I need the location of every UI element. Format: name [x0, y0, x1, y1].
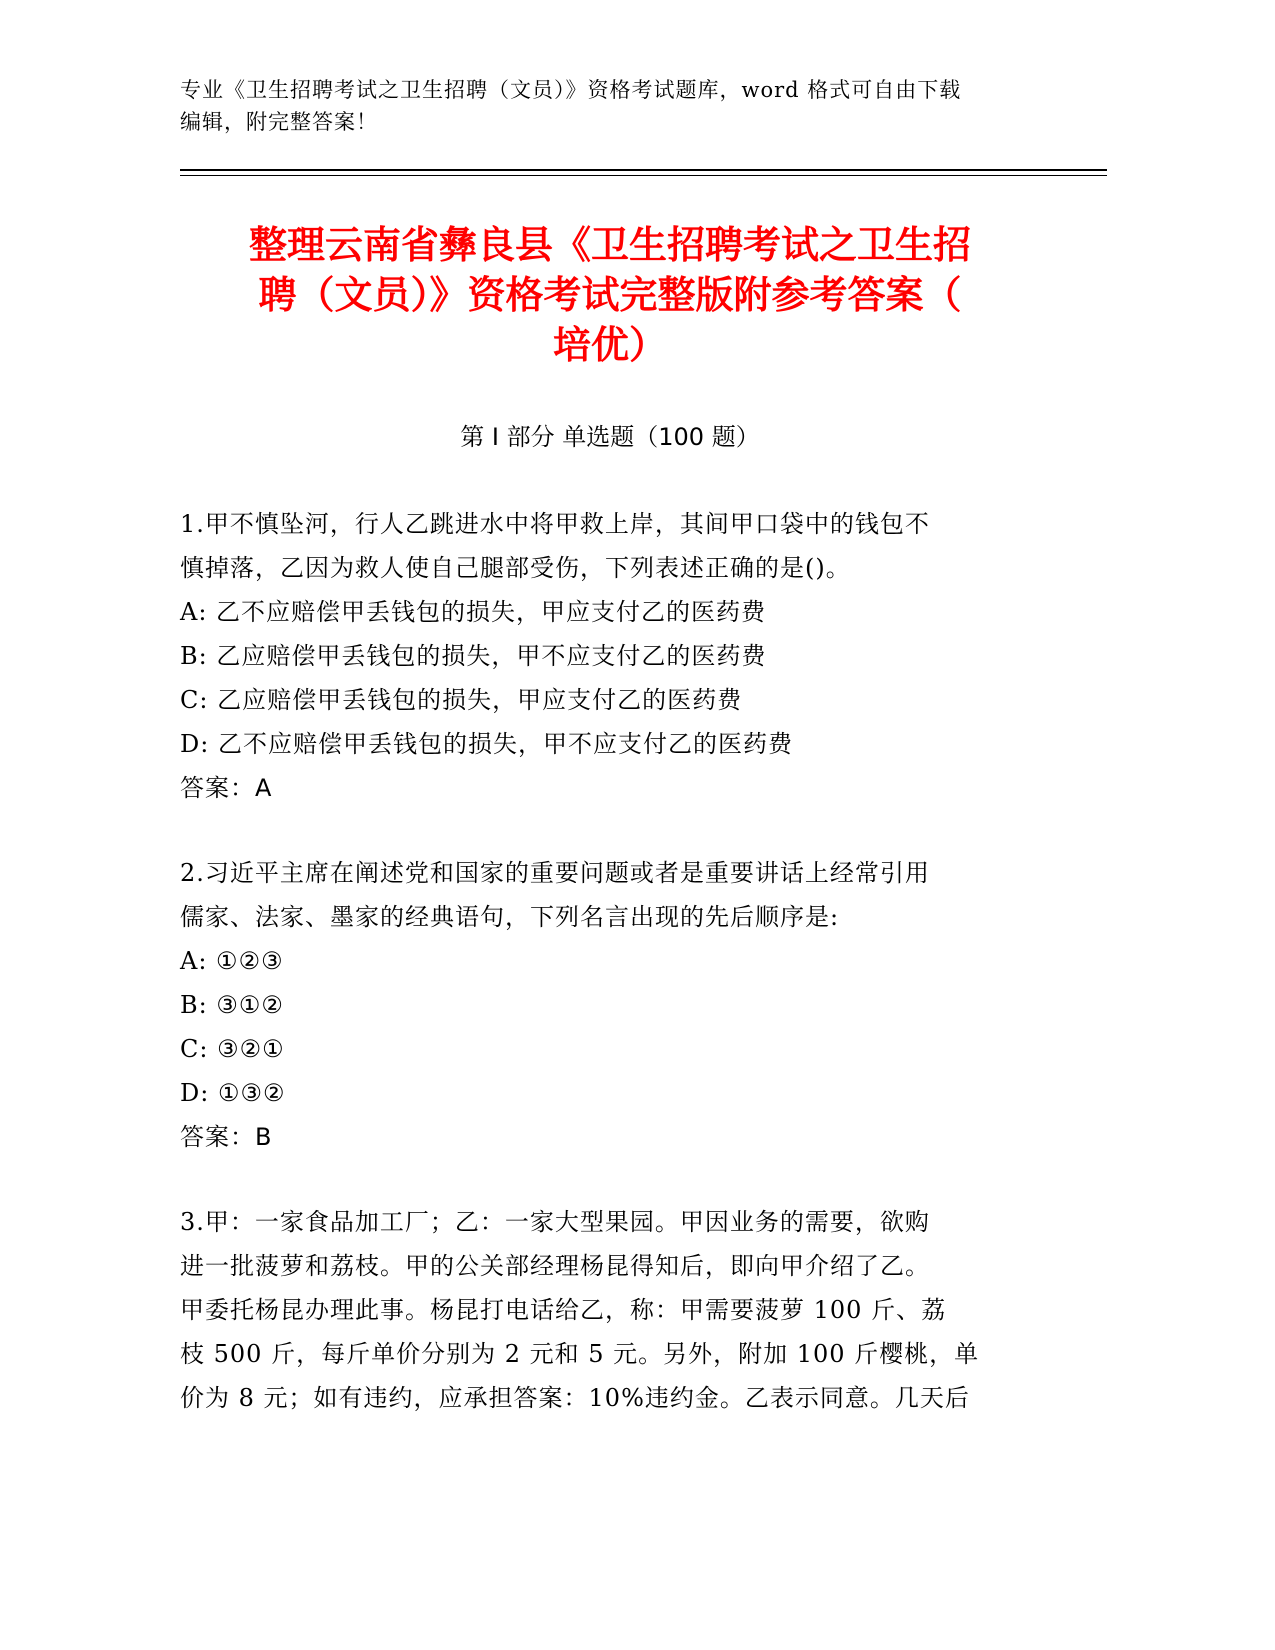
document-title: [180, 220, 1040, 370]
question-stem-line: 2.习近平主席在阐述党和国家的重要问题或者是重要讲话上经常引用: [180, 859, 930, 887]
option-d: D: ①③②: [180, 1079, 286, 1107]
title-line-2: 聘（文员）》资格考试完整版附参考答案（: [258, 273, 962, 317]
question-stem-line: 1.甲不慎坠河，行人乙跳进水中将甲救上岸，其间甲口袋中的钱包不: [180, 510, 930, 538]
question-stem-line: 进一批菠萝和荔枝。甲的公关部经理杨昆得知后，即向甲介绍了乙。: [180, 1252, 930, 1280]
title-line-1: 整理云南省彝良县《卫生招聘考试之卫生招: [248, 223, 971, 267]
title-line-3: 培优）: [552, 323, 667, 367]
header-line-2: 编辑，附完整答案！: [180, 110, 378, 134]
answer-label: 答案：A: [180, 774, 273, 802]
question-stem-line: 3.甲：一家食品加工厂；乙：一家大型果园。甲因业务的需要，欲购: [180, 1208, 930, 1236]
header-divider-thin: [180, 175, 1107, 176]
question-stem-line: 儒家、法家、墨家的经典语句，下列名言出现的先后顺序是:: [180, 903, 840, 931]
option-a: A: ①②③: [180, 947, 284, 975]
section-title: 第 I 部分 单选题（100 题）: [460, 423, 760, 451]
option-c: C: ③②①: [180, 1035, 285, 1063]
question-stem-line: 价为 8 元；如有违约，应承担答案：10%违约金。乙表示同意。几天后: [180, 1384, 970, 1412]
option-b: B: ③①②: [180, 991, 284, 1019]
question-stem-line: 慎掉落，乙因为救人使自己腿部受伤，下列表述正确的是()。: [180, 554, 851, 582]
header-divider-thick: [180, 169, 1107, 171]
question-3: [180, 1200, 1040, 1420]
option-b: B: 乙应赔偿甲丢钱包的损失，甲不应支付乙的医药费: [180, 642, 767, 670]
question-2: [180, 851, 1040, 1159]
question-1: [180, 502, 1040, 810]
question-stem-line: 枝 500 斤，每斤单价分别为 2 元和 5 元。另外，附加 100 斤樱桃，单: [180, 1340, 980, 1368]
question-stem-line: 甲委托杨昆办理此事。杨昆打电话给乙，称：甲需要菠萝 100 斤、荔: [180, 1296, 947, 1324]
option-c: C: 乙应赔偿甲丢钱包的损失，甲应支付乙的医药费: [180, 686, 743, 714]
document-header: [180, 74, 1060, 138]
answer-label: 答案：B: [180, 1123, 273, 1151]
header-line-1: 专业《卫生招聘考试之卫生招聘（文员）》资格考试题库，word 格式可自由下载: [180, 78, 962, 102]
option-d: D: 乙不应赔偿甲丢钱包的损失，甲不应支付乙的医药费: [180, 730, 793, 758]
option-a: A: 乙不应赔偿甲丢钱包的损失，甲应支付乙的医药费: [180, 598, 767, 626]
